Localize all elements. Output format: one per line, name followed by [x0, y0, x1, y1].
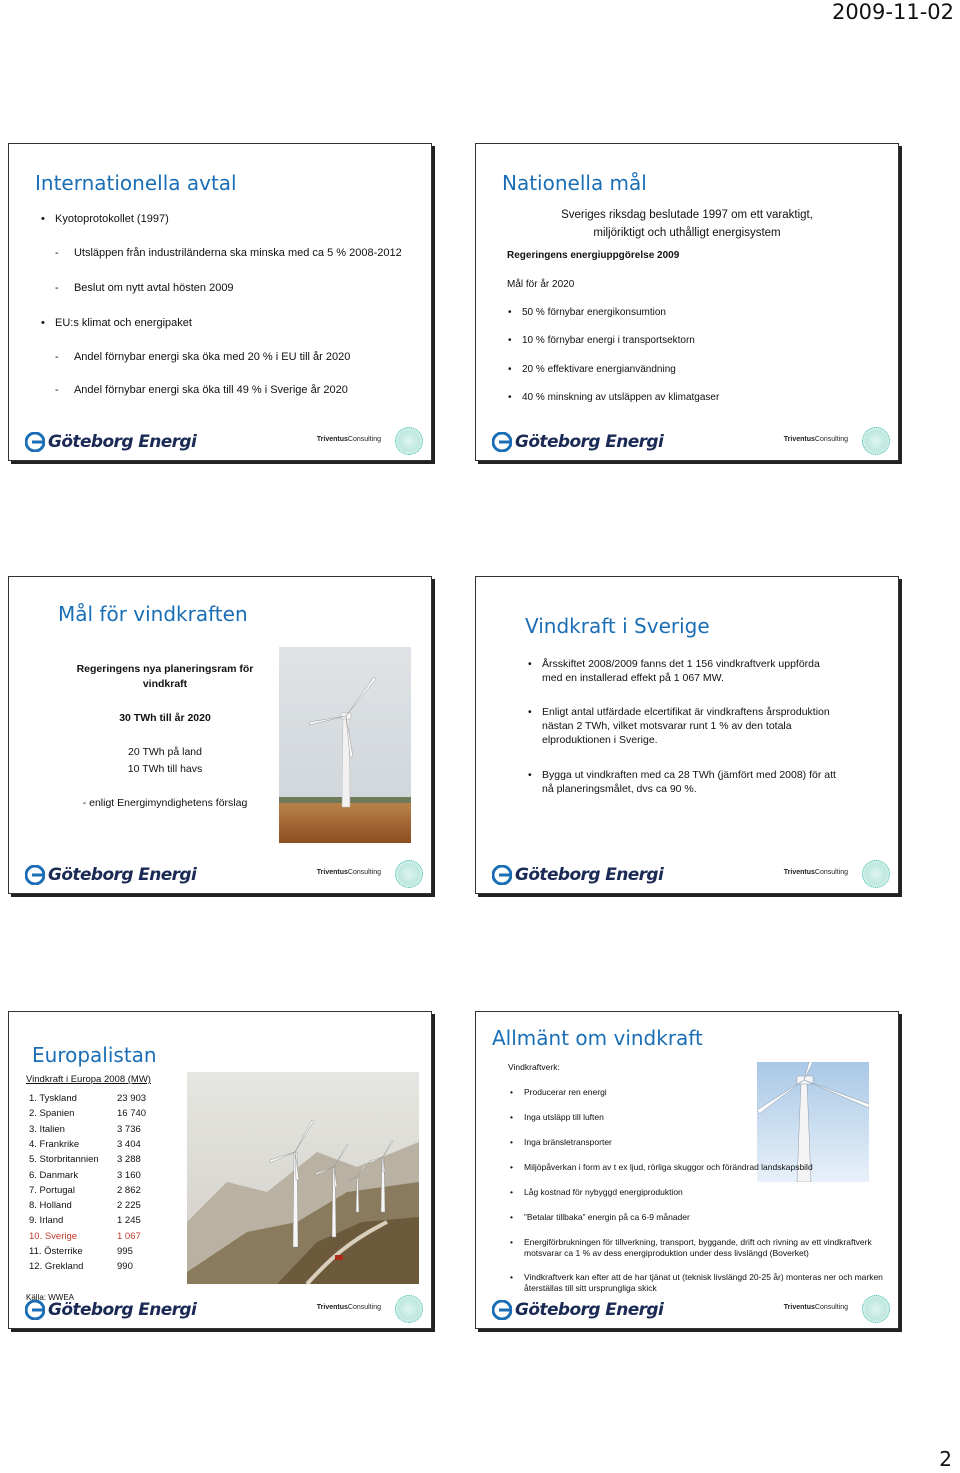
goteborg-energi-logo — [492, 865, 663, 885]
table-heading: Vindkraft i Europa 2008 (MW) — [26, 1074, 151, 1085]
triventus-logo — [317, 436, 381, 443]
source-line: Källa: WWEA — [26, 1293, 75, 1302]
table-row — [29, 1245, 179, 1259]
goteborg-energi-logo — [492, 1300, 663, 1320]
general-bullet: • Miljöpåverkan i form av t ex ljud, rörliga skuggor och förändrad landskapsbild — [524, 1162, 813, 1173]
row-rank: 1. Tyskland — [29, 1093, 77, 1104]
triventus-circle-icon — [862, 1295, 890, 1323]
goteborg-energi-text: Göteborg Energi — [515, 865, 664, 885]
bullet-text-line: elproduktionen i Sverige. — [542, 734, 658, 746]
row-value: 2 225 — [117, 1200, 141, 1212]
goteborg-energi-logo — [25, 432, 196, 452]
triventus-bold: Triventus — [316, 1304, 348, 1311]
slide-footer — [476, 851, 898, 893]
bullet-text-line: • Energiförbrukningen för tillverkning, transport, byggande, drift och rivning av ett vindkraftverk — [524, 1237, 872, 1247]
sea-line: 10 TWh till havs — [127, 763, 203, 775]
row-value: 23 903 — [117, 1093, 147, 1104]
wind-turbine-photo — [279, 647, 411, 843]
subtitle-line: Sveriges riksdag beslutade 1997 om ett varaktigt, — [561, 209, 813, 221]
row-value: 1 245 — [117, 1215, 141, 1227]
dash-line-text: Andel förnybar energi ska öka till 49 % i Sverige år 2020 — [73, 384, 348, 396]
bullet-text-line: nå planeringsmålet, dvs ca 90 %. — [542, 783, 697, 795]
table-row — [29, 1153, 179, 1167]
row-rank: 6. Danmark — [29, 1169, 79, 1181]
general-bullet: • Inga utsläpp till luften — [524, 1112, 604, 1123]
goteborg-energi-logo — [25, 1300, 196, 1320]
sverige-bullet — [542, 768, 836, 796]
triventus-circle-icon — [862, 860, 890, 888]
slide-title: Mål för vindkraften — [58, 602, 248, 626]
triventus-logo — [784, 1304, 848, 1311]
goteborg-energi-mark-icon — [492, 432, 512, 452]
slide-vindkraft-i-sverige — [475, 576, 899, 894]
slide-title: Europalistan — [32, 1043, 157, 1067]
dash-line-text: Utsläppen från industriländerna ska minska med ca 5 % 2008-2012 — [73, 247, 402, 259]
row-rank: 2. Spanien — [29, 1108, 75, 1120]
row-value: 3 160 — [117, 1169, 141, 1181]
intro-line: Vindkraftverk: — [508, 1062, 560, 1072]
bullet-text-line: nästan 2 TWh, vilket motsvarar runt 1 % av den totala — [542, 720, 792, 732]
goteborg-energi-mark-icon — [492, 1300, 512, 1320]
table-row — [29, 1214, 179, 1228]
table-row — [29, 1260, 179, 1274]
planning-heading: vindkraft — [142, 678, 188, 690]
wind-farm-mountain-photo — [187, 1072, 419, 1284]
sverige-bullet — [542, 705, 830, 747]
goteborg-energi-mark-icon — [492, 865, 512, 885]
goal-heading: Mål för år 2020 — [507, 279, 575, 290]
row-value: 16 740 — [117, 1108, 147, 1120]
dash-line-text: Andel förnybar energi ska öka med 20 % i EU till år 2020 — [73, 351, 351, 363]
bullet-text-line: med en installerad effekt på 1 067 MW. — [542, 672, 724, 684]
table-row — [29, 1107, 179, 1121]
triventus-logo — [784, 436, 848, 443]
triventus-logo — [317, 1304, 381, 1311]
bullet-text-line: • Årsskiftet 2008/2009 fanns det 1 156 vindkraftverk uppförda — [542, 658, 820, 670]
table-row — [29, 1199, 179, 1213]
general-bullet: • Producerar ren energi — [524, 1087, 607, 1098]
triventus-circle-icon — [395, 860, 423, 888]
triventus-circle-icon — [395, 427, 423, 455]
row-rank: 7. Portugal — [29, 1184, 75, 1196]
dash-line: - Andel förnybar energi ska öka till 49 % i Sverige år 2020 — [55, 384, 348, 396]
goal-bullet: • 40 % minskning av utsläppen av klimatgaser — [522, 391, 719, 405]
dash-line: - Beslut om nytt avtal hösten 2009 — [55, 282, 234, 294]
slide-europalistan — [8, 1011, 432, 1329]
bullet-line: • Kyotoprotokollet (1997) — [55, 212, 169, 226]
goteborg-energi-mark-icon — [25, 432, 45, 452]
row-value: 2 862 — [117, 1184, 141, 1196]
goteborg-energi-mark-icon — [25, 865, 45, 885]
slide-footer — [9, 1286, 431, 1328]
general-bullet: • Låg kostnad för nybyggd energiproduktion — [524, 1187, 683, 1198]
table-row — [29, 1184, 179, 1198]
bullet-text-line: • Bygga ut vindkraften med ca 28 TWh (jämfört med 2008) för att — [542, 769, 836, 781]
row-value: 3 736 — [117, 1123, 141, 1135]
source-line: - enligt Energimyndighetens förslag — [82, 797, 248, 809]
goteborg-energi-logo — [25, 865, 196, 885]
row-rank: 11. Österrike — [29, 1246, 83, 1257]
goteborg-energi-text: Göteborg Energi — [515, 432, 664, 452]
triventus-circle-icon — [862, 427, 890, 455]
goteborg-energi-text: Göteborg Energi — [48, 432, 197, 452]
general-bullet: • Inga bränsletransporter — [524, 1137, 612, 1148]
bullet-text-line: återställas till sitt ursprungliga skick — [524, 1283, 657, 1293]
bullet-text-line: • Enligt antal utfärdade elcertifikat är vindkraftens årsproduktion — [542, 706, 830, 718]
slide-title: Vindkraft i Sverige — [525, 614, 710, 638]
triventus-rest: Consulting — [814, 1304, 848, 1311]
triventus-rest: Consulting — [347, 436, 381, 443]
slide-title: Internationella avtal — [35, 171, 237, 195]
table-row-highlight — [29, 1230, 179, 1244]
slide-internationella-avtal — [8, 143, 432, 461]
slide-nationella-mal — [475, 143, 899, 461]
row-value: 995 — [117, 1246, 133, 1257]
target-line: 30 TWh till år 2020 — [119, 712, 211, 724]
goteborg-energi-mark-icon — [25, 1300, 45, 1320]
row-value: 3 288 — [117, 1154, 141, 1166]
row-rank: 3. Italien — [29, 1123, 65, 1135]
bold-line: Regeringens energiuppgörelse 2009 — [507, 250, 680, 261]
triventus-circle-icon — [395, 1295, 423, 1323]
general-bullet: • ”Betalar tillbaka” energin på ca 6-9 månader — [524, 1212, 690, 1223]
goal-bullet: • 50 % förnybar energikonsumtion — [522, 306, 666, 320]
goal-bullet: • 10 % förnybar energi i transportsektorn — [522, 334, 695, 348]
row-value: 990 — [117, 1261, 133, 1273]
triventus-rest: Consulting — [814, 869, 848, 876]
triventus-bold: Triventus — [783, 436, 815, 443]
sverige-bullet — [542, 657, 820, 685]
row-rank: 5. Storbritannien — [29, 1154, 99, 1166]
slide-footer — [9, 851, 431, 893]
triventus-bold: Triventus — [316, 436, 348, 443]
table-row — [29, 1138, 179, 1152]
page-number: 2 — [939, 1447, 952, 1471]
slide-footer — [476, 1286, 898, 1328]
goteborg-energi-text: Göteborg Energi — [515, 1300, 664, 1320]
goteborg-energi-text: Göteborg Energi — [48, 1300, 197, 1320]
row-rank: 12. Grekland — [29, 1261, 84, 1273]
europe-wind-table — [29, 1092, 179, 1282]
goal-bullet: • 20 % effektivare energianvändning — [522, 363, 676, 377]
row-value: 3 404 — [117, 1138, 141, 1150]
slide-mal-for-vindkraften — [8, 576, 432, 894]
goteborg-energi-logo — [492, 432, 663, 452]
triventus-bold: Triventus — [316, 869, 348, 876]
dash-line-text: Beslut om nytt avtal hösten 2009 — [73, 282, 234, 294]
dash-line: - Andel förnybar energi ska öka med 20 % i EU till år 2020 — [55, 351, 351, 363]
bullet-text-line: motsvarar ca 1 % av dess energiproduktion under dess livslängd (Boverket) — [524, 1248, 809, 1258]
page-date: 2009-11-02 — [831, 0, 954, 24]
planning-heading: Regeringens nya planeringsram för — [76, 663, 254, 675]
slide-allmant-om-vindkraft — [475, 1011, 899, 1329]
table-row — [29, 1092, 179, 1106]
row-rank: 4. Frankrike — [29, 1138, 80, 1150]
slide-title: Nationella mål — [502, 171, 647, 195]
triventus-rest: Consulting — [347, 869, 381, 876]
slide-footer — [9, 418, 431, 460]
slide-footer — [476, 418, 898, 460]
row-rank: 10. Sverige — [29, 1230, 78, 1242]
row-rank: 9. Irland — [29, 1215, 64, 1227]
triventus-logo — [317, 869, 381, 876]
slide-title: Allmänt om vindkraft — [492, 1026, 703, 1050]
triventus-bold: Triventus — [783, 1304, 815, 1311]
dash-line: - Utsläppen från industriländerna ska minska med ca 5 % 2008-2012 — [55, 247, 402, 259]
triventus-rest: Consulting — [814, 436, 848, 443]
table-row — [29, 1123, 179, 1137]
row-rank: 8. Holland — [29, 1200, 72, 1212]
triventus-bold: Triventus — [783, 869, 815, 876]
land-line: 20 TWh på land — [128, 746, 202, 758]
bullet-text-line: • Vindkraftverk kan efter att de har tjänat ut (teknisk livslängd 20-25 år) monteras ner och marken — [524, 1272, 883, 1282]
triventus-rest: Consulting — [347, 1304, 381, 1311]
bullet-line: • EU:s klimat och energipaket — [55, 316, 192, 330]
goteborg-energi-text: Göteborg Energi — [48, 865, 197, 885]
subtitle-line: miljöriktigt och uthålligt energisystem — [593, 227, 781, 239]
row-value: 1 067 — [117, 1230, 141, 1242]
table-row — [29, 1169, 179, 1183]
triventus-logo — [784, 869, 848, 876]
general-bullet — [524, 1237, 872, 1259]
